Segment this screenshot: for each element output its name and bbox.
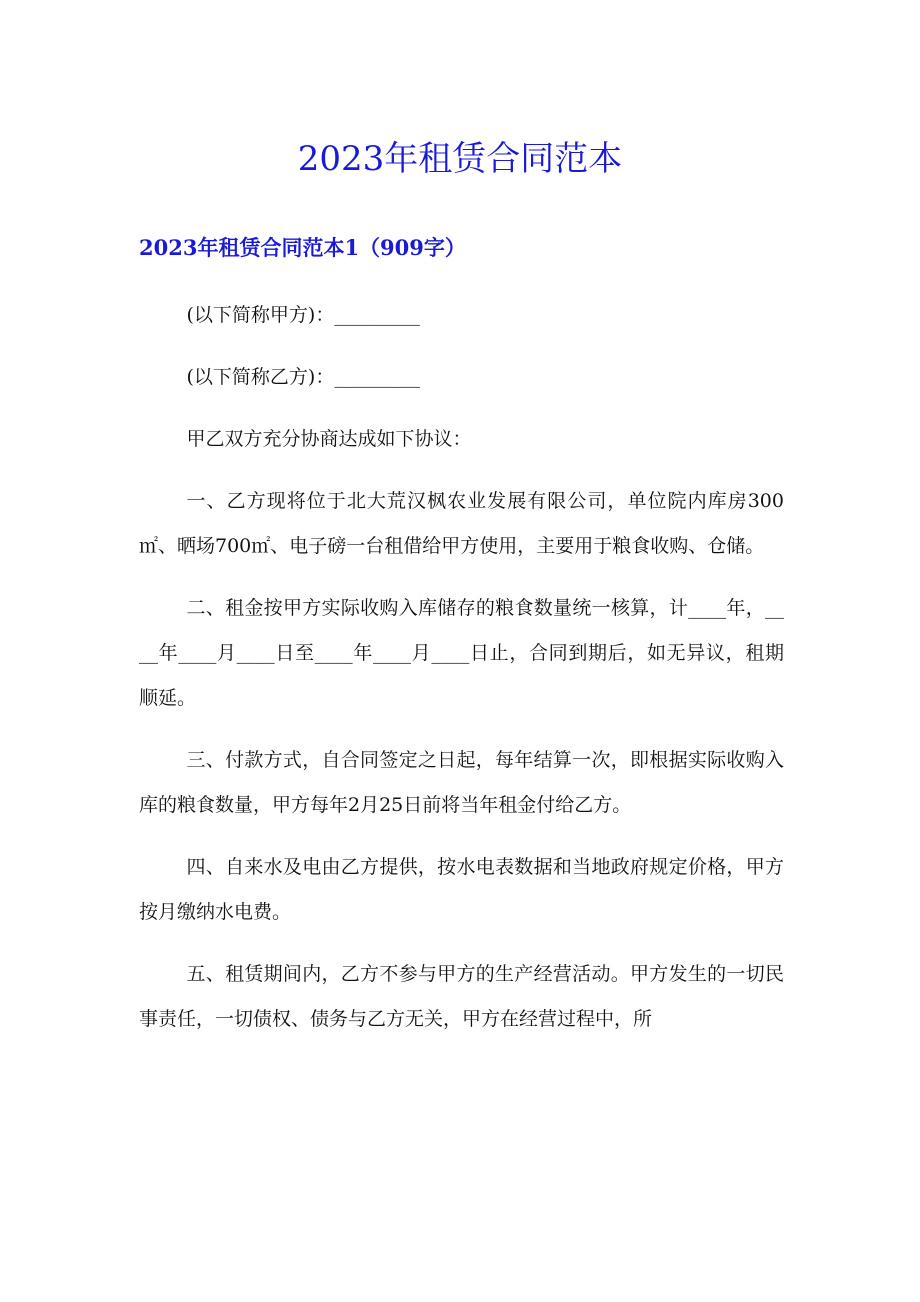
section-heading: 2023年租赁合同范本1（909字） [139,235,466,260]
party-b-line: (以下简称乙方)：_________ [186,366,420,388]
clause-3: 三、付款方式，自合同签定之日起，每年结算一次，即根据实际收购入库的粮食数量，甲方每年2月25日前将当年租金付给乙方。 [139,749,784,816]
document-body [139,293,784,1059]
clause-1: 一、乙方现将位于北大荒汉枫农业发展有限公司，单位院内库房300㎡、晒场700㎡、电子磅一台租借给甲方使用，主要用于粮食收购、仓储。 [139,490,784,557]
party-a-line: (以下简称甲方)：_________ [186,304,420,326]
clause-4: 四、自来水及电由乙方提供，按水电表数据和当地政府规定价格，甲方按月缴纳水电费。 [139,856,784,923]
document-title: 2023年租赁合同范本 [297,139,623,179]
agreement-intro: 甲乙双方充分协商达成如下协议： [186,428,472,450]
clause-2: 二、租金按甲方实际收购入库储存的粮食数量统一核算，计____年，____年____月____日至____年____月____日止，合同到期后，如无异议，租期顺延。 [139,597,784,709]
clause-5: 五、租赁期间内，乙方不参与甲方的生产经营活动。甲方发生的一切民事责任，一切债权、债务与乙方无关，甲方在经营过程中，所 [139,963,784,1030]
